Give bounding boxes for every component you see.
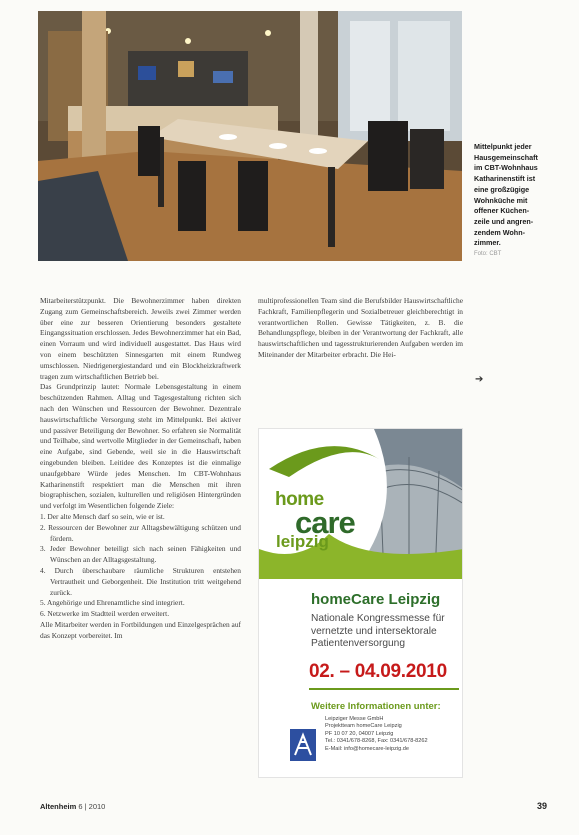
list-item: 3. Jeder Bewohner beteiligt sich nach seinen Fähigkeiten und Wünschen an der Alltagsgestaltung.	[40, 544, 241, 565]
ad-contact-block	[325, 716, 463, 753]
list-item: 6. Netzwerke im Stadtteil werden erweitert.	[40, 609, 170, 619]
contact-line: Projektteam homeCare Leipzig	[325, 723, 402, 730]
goals-list	[40, 512, 241, 620]
leipziger-messe-logo-icon	[290, 729, 316, 761]
list-item: 5. Angehörige und Ehrenamtliche sind integriert.	[40, 598, 185, 608]
kitchen-photo-illustration	[38, 11, 462, 261]
article-right-column	[258, 296, 463, 361]
photo-caption	[474, 142, 574, 260]
list-item: 4. Durch überschaubare räumliche Strukturen entstehen Vertrautheit und Geborgenheit. Die Institution tritt weitgehend zurück.	[40, 565, 241, 597]
article-left-column	[40, 296, 241, 642]
kitchen-photo	[38, 11, 462, 261]
ad-event-name: homeCare Leipzig	[311, 591, 441, 608]
issue-number: 6 | 2010	[78, 802, 106, 811]
ad-event-date: 02. – 04.09.2010	[309, 661, 447, 682]
photo-credit: Foto: CBT	[474, 251, 502, 258]
page-number: 39	[537, 801, 548, 811]
caption-line: Mittelpunkt jeder	[474, 142, 532, 151]
article-paragraph: Das Grundprinzip lautet: Normale Lebensgestaltung in einem beschützenden Rahmen. Alltag und Tagesgestaltung richten sich nach den Wünschen und Ressourcen der Bewohner. Dezentrale hauswirtschaftliche Versorgung steht im Mittelpunkt. Bei aktiver und passiver Beteiligung der Bewohner. So erfahren sie Normalität und Teilhabe, sind wertvolle Mitglieder in der Gemeinschaft, haben eine Aufgabe, sind Gebende, weil sie in die Hauswirtschaft eingebunden bleiben. Leitidee des Konzeptes ist die einmalige unaufgebbare Würde jedes Menschen. Im CBT-Wohnhaus Katharinenstift respektiert man die Menschen mit ihren biographischen, sozialen, kulturellen und religiösen Hintergründen und verfolgt im Wesentlichen folgende Ziele:	[40, 382, 241, 511]
caption-line: zimmer.	[474, 238, 501, 248]
article-paragraph: multiprofessionellen Team sind die Berufsbilder Hauswirtschaftliche Fachkraft, Familienpflegerin und Sozialbetreuer gleichberechtigt in verantwortlichen Rollen. Gewisse Tätigkeiten, z. B. die Behandlungspflege, bleiben in der Verantwortung der Fachkraft, alle hauswirtschaftlichen und tagesstrukturierenden Aufgaben werden im Miteinander der Mitarbeiter erbracht. Die Hei-	[258, 296, 463, 359]
article-paragraph: Alle Mitarbeiter werden in Fortbildungen und Einzelgesprächen auf das Konzept vorbereitet. Im	[40, 619, 241, 640]
ad-info-heading: Weitere Informationen unter:	[311, 701, 441, 712]
logo-leipzig-text: leipzig	[276, 532, 329, 551]
footer-magazine	[40, 802, 105, 811]
caption-line: eine großzügige	[474, 184, 530, 194]
contact-line: Tel.: 0341/678-8268, Fax: 0341/678-8262	[325, 738, 428, 745]
contact-line: Leipziger Messe GmbH	[325, 716, 384, 722]
contact-email[interactable]: E-Mail: info@homecare-leipzig.de	[325, 745, 410, 752]
logo-home-text: home	[275, 489, 324, 510]
list-item: 1. Der alte Mensch darf so sein, wie er ist.	[40, 511, 165, 521]
ad-description: Nationale Kongressmesse für vernetzte und intersektorale Patientenversorgung	[311, 613, 445, 649]
caption-line: Katharinenstift ist	[474, 174, 536, 184]
caption-line: Hausgemeinschaft	[474, 152, 538, 162]
magazine-name: Altenheim	[40, 802, 77, 811]
article-paragraph: Mitarbeiterstützpunkt. Die Bewohnerzimmer haben direkten Zugang zum Gemeinschaftsbereich. Jeweils zwei Zimmer werden über eine zur besseren Orientierung besonders gestaltete Eingangssituation erschlossen. Jedes Bewohnerzimmer hat ein Bad, einen Vorraum und wird individuell ausgestattet. Das Haus wird von einem beschützten Sinnesgarten mit einem Rundweg umschlossen. Niedrigenergiestandard und ein Blockheizkraftwerk tragen zum wirtschaftlichen Betrieb bei.	[40, 296, 241, 381]
logo-care-text: care	[295, 505, 355, 540]
ad-divider	[309, 688, 459, 690]
caption-line: im CBT-Wohnhaus	[474, 163, 538, 173]
caption-line: zeile und angren-	[474, 216, 534, 226]
continue-arrow-icon: ➔	[475, 374, 484, 385]
list-item: 2. Ressourcen der Bewohner zur Alltagsbewältigung schützen und fördern.	[40, 522, 241, 543]
contact-line: PF 10 07 20, 04007 Leipzig	[325, 730, 394, 737]
homecare-advertisement[interactable]	[258, 428, 463, 778]
caption-line: offener Küchen-	[474, 206, 530, 216]
caption-line: Wohnküche mit	[474, 195, 528, 205]
caption-line: zendem Wohn-	[474, 227, 525, 237]
